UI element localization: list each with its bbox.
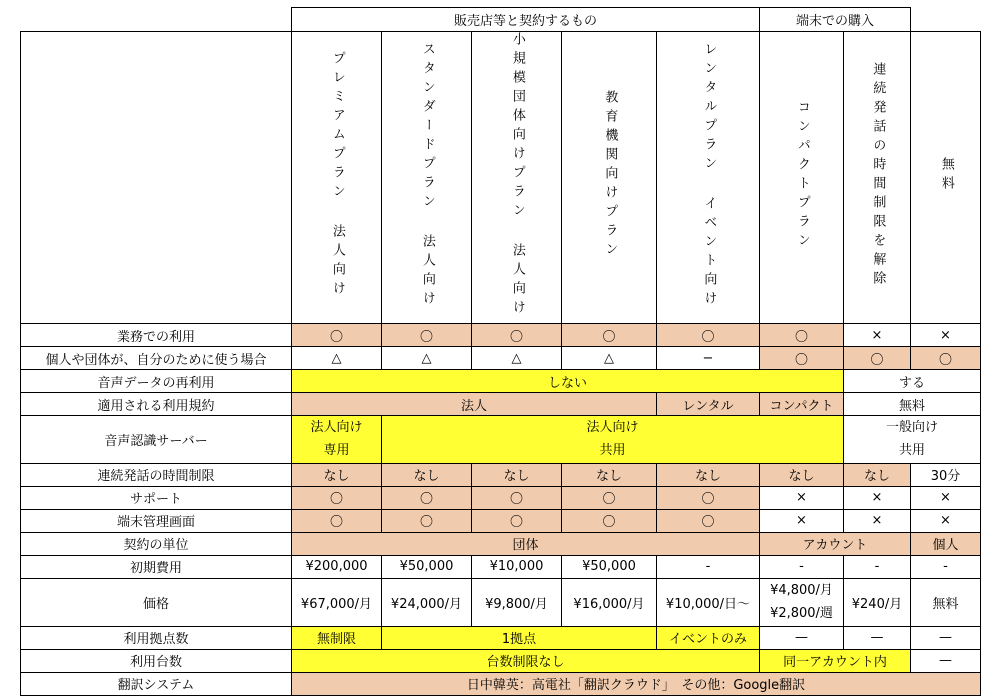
plan-rental: レンタルプラン イベント向け [657, 32, 760, 324]
cell: 〇 [292, 324, 382, 347]
cell: なし [292, 463, 382, 486]
cell: なし [382, 463, 472, 486]
cell: ¥50,000 [562, 555, 657, 578]
cell: — [911, 626, 981, 649]
cell: - [911, 555, 981, 578]
cell: 〇 [292, 509, 382, 532]
group-header-device: 端末での購入 [760, 8, 911, 32]
cell: ¥240/月 [844, 578, 911, 626]
cell: ¥4,800/月 ¥2,800/週 [760, 578, 844, 626]
cell-unit-account: アカウント [760, 532, 911, 555]
cell: × [844, 324, 911, 347]
cell: △ [562, 347, 657, 370]
cell-sites-event: イベントのみ [657, 626, 760, 649]
row-label: 業務での利用 [21, 324, 292, 347]
cell: ¥24,000/月 [382, 578, 472, 626]
group-header-sales: 販売店等と契約するもの [292, 8, 760, 32]
cell-unit-individual: 個人 [911, 532, 981, 555]
corner-blank [21, 8, 292, 32]
cell: 〇 [657, 509, 760, 532]
cell: なし [562, 463, 657, 486]
cell: × [911, 486, 981, 509]
cell: なし [472, 463, 562, 486]
cell: ¥67,000/月 [292, 578, 382, 626]
cell: 〇 [562, 486, 657, 509]
cell: 無料 [911, 578, 981, 626]
cell-terms-rental: レンタル [657, 393, 760, 416]
cell: × [760, 486, 844, 509]
cell: × [844, 509, 911, 532]
cell: なし [657, 463, 760, 486]
cell: 〇 [562, 509, 657, 532]
row-server [21, 416, 981, 464]
row-label: 契約の単位 [21, 532, 292, 555]
row-business-use [21, 324, 981, 347]
cell: ¥10,000/日～ [657, 578, 760, 626]
row-translation [21, 672, 981, 695]
plan-small-group: 小規模団体向けプラン 法人向け [472, 32, 562, 324]
row-label: 個人や団体が、自分のために使う場合 [21, 347, 292, 370]
cell: × [911, 509, 981, 532]
cell: ¥200,000 [292, 555, 382, 578]
cell: 〇 [657, 486, 760, 509]
cell: 〇 [382, 509, 472, 532]
cell-server-shared: 法人向け 共用 [382, 416, 844, 464]
cell: 〇 [760, 324, 844, 347]
cell-terms-compact: コンパクト [760, 393, 844, 416]
cell: なし [760, 463, 844, 486]
row-label: 価格 [21, 578, 292, 626]
cell: △ [292, 347, 382, 370]
cell: 〇 [382, 486, 472, 509]
row-label: 音声認識サーバー [21, 416, 292, 464]
cell-devices-same-account: 同一アカウント内 [760, 649, 911, 672]
cell-devices-unlimited: 台数制限なし [292, 649, 760, 672]
cell-no-reuse: しない [292, 370, 844, 393]
cell: − [657, 347, 760, 370]
cell: × [844, 486, 911, 509]
cell: × [911, 324, 981, 347]
row-label: 端末管理画面 [21, 509, 292, 532]
cell-sites-one: 1拠点 [382, 626, 657, 649]
cell: — [844, 626, 911, 649]
cell: - [760, 555, 844, 578]
plan-standard: スタンダードプラン 法人向け [382, 32, 472, 324]
row-label: 翻訳システム [21, 672, 292, 695]
cell: 〇 [911, 347, 981, 370]
cell-terms-corp: 法人 [292, 393, 657, 416]
plan-unlimited-speech: 連続発話の時間制限を解除 [844, 32, 911, 324]
cell: 〇 [472, 324, 562, 347]
cell: 〇 [292, 486, 382, 509]
cell: ¥10,000 [472, 555, 562, 578]
cell: - [844, 555, 911, 578]
cell-server-dedicated: 法人向け 専用 [292, 416, 382, 464]
row-contract-unit [21, 532, 981, 555]
row-device-management [21, 509, 981, 532]
cell: △ [472, 347, 562, 370]
cell: 〇 [657, 324, 760, 347]
cell: × [760, 509, 844, 532]
cell-translation: 日中韓英：高電社「翻訳クラウド」 その他：Google翻訳 [292, 672, 981, 695]
cell: — [911, 649, 981, 672]
plan-header-blank [21, 32, 292, 324]
cell: - [657, 555, 760, 578]
cell-terms-free: 無料 [844, 393, 981, 416]
plan-compact: コンパクトプラン [760, 32, 844, 324]
row-devices [21, 649, 981, 672]
row-time-limit [21, 463, 981, 486]
row-initial-cost [21, 555, 981, 578]
row-label: 音声データの再利用 [21, 370, 292, 393]
cell: 〇 [382, 324, 472, 347]
cell: ¥16,000/月 [562, 578, 657, 626]
cell: ¥9,800/月 [472, 578, 562, 626]
cell: 〇 [472, 486, 562, 509]
cell-sites-unlimited: 無制限 [292, 626, 382, 649]
cell: 30分 [911, 463, 981, 486]
row-label: 初期費用 [21, 555, 292, 578]
cell: 〇 [844, 347, 911, 370]
cell: 〇 [562, 324, 657, 347]
row-voice-reuse [21, 370, 981, 393]
cell: ¥50,000 [382, 555, 472, 578]
cell: △ [382, 347, 472, 370]
row-price [21, 578, 981, 626]
row-label: 利用拠点数 [21, 626, 292, 649]
cell-unit-group: 団体 [292, 532, 760, 555]
cell-reuse: する [844, 370, 981, 393]
row-label: 適用される利用規約 [21, 393, 292, 416]
row-personal-use [21, 347, 981, 370]
row-label: 連続発話の時間制限 [21, 463, 292, 486]
plan-comparison-table [20, 7, 981, 696]
row-support [21, 486, 981, 509]
row-label: サポート [21, 486, 292, 509]
row-terms [21, 393, 981, 416]
row-label: 利用台数 [21, 649, 292, 672]
cell: なし [844, 463, 911, 486]
cell: — [760, 626, 844, 649]
row-sites [21, 626, 981, 649]
cell-server-general: 一般向け 共用 [844, 416, 981, 464]
plan-free: 無料 [911, 32, 981, 324]
cell: 〇 [760, 347, 844, 370]
plan-education: 教育機関向けプラン [562, 32, 657, 324]
plan-premium: プレミアムプラン 法人向け [292, 32, 382, 324]
cell: 〇 [472, 509, 562, 532]
